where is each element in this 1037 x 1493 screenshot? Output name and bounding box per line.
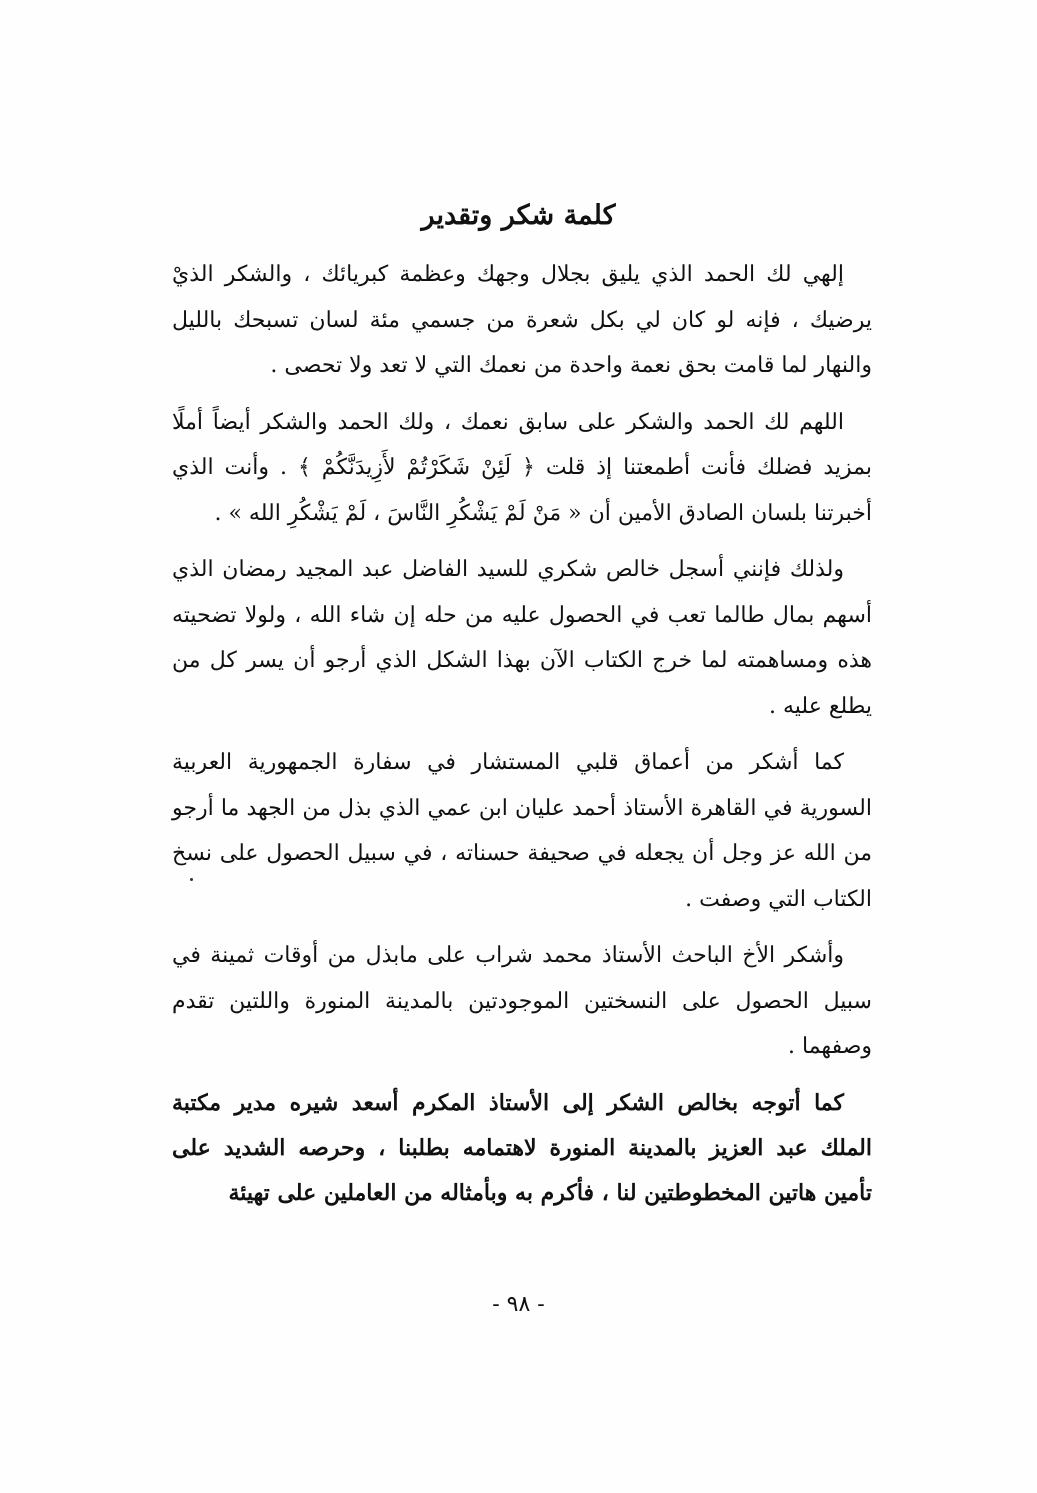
document-body [172,252,872,1227]
paragraph-thanks-mohammed: وأشكر الأخ الباحث الأستاذ محمد شراب على مابذل من أوقات ثمينة في سبيل الحصول على النسختين الموجودتين بالمدينة المنورة واللتين تقدم وصفهما . [172,943,872,1059]
scan-speck [190,878,193,881]
paragraph-thanks-ahmed: كما أشكر من أعماق قلبي المستشار في سفارة الجمهورية العربية السورية في القاهرة الأستاذ أحمد عليان ابن عمي الذي بذل من الجهد ما أرجو من الله عز وجل أن يجعله في صحيفة حسناته ، في سبيل الحصول على نسخ الكتاب التي وصفت . [172,750,872,912]
page-number: - ٩٨ - [492,1292,545,1317]
paragraph-gratitude: اللهم لك الحمد والشكر على سابق نعمك ، ولك الحمد والشكر أيضاً أملًا بمزيد فضلك فأنت أطمعتنا إذ قلت ﴿ لَئِنْ شَكَرْتُمْ لأَزِيدَنَّكُمْ ﴾ . وأنت الذي أخبرتنا بلسان الصادق الأمين أن « مَنْ لَمْ يَشْكُرِ النَّاسَ ، لَمْ يَشْكُرِ الله » . [172,409,872,526]
paragraph-thanks-abdulmajid: ولذلك فإنني أسجل خالص شكري للسيد الفاضل عبد المجيد رمضان الذي أسهم بمال طالما تعب في الحصول عليه من حله إن شاء الله ، ولولا تضحيته هذه ومساهمته لما خرج الكتاب الآن بهذا الشكل الذي أرجو أن يسر كل من يطلع عليه . [172,557,872,719]
paragraph-thanks-asaad: كما أتوجه بخالص الشكر إلى الأستاذ المكرم أسعد شيره مدير مكتبة الملك عبد العزيز بالمدينة المنورة لاهتمامه بطلبنا ، وحرصه الشديد على تأمين هاتين المخطوطتين لنا ، فأكرم به وبأمثاله من العاملين على تهيئة [172,1089,872,1206]
page-title: كلمة شكر وتقدير [421,200,616,231]
paragraph-praise: إلهي لك الحمد الذي يليق بجلال وجهك وعظمة كبريائك ، والشكر الذيْ يرضيك ، فإنه لو كان لي بكل شعرة من جسمي مئة لسان تسبحك بالليل والنهار لما قامت بحق نعمة واحدة من نعمك التي لا تعد ولا تحصى . [172,262,872,378]
